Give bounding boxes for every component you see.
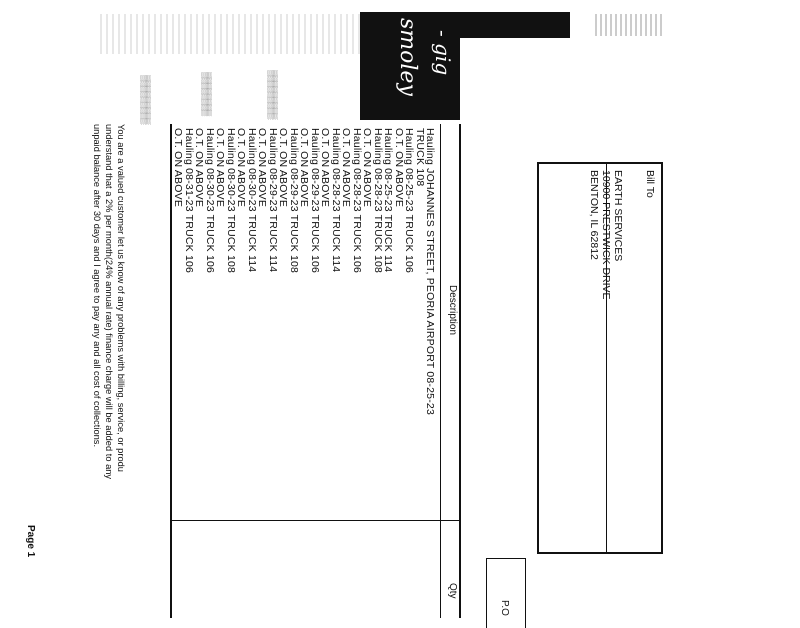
description-line: Hauling 08-29-23 TRUCK 108	[287, 128, 300, 274]
description-line: Hauling JOHANNES STREET, PEORIA AIRPORT 08-25-23	[424, 128, 436, 415]
footer-line-2: understand that a 2% per month(24% annual rate) finance charge will be added to any	[104, 124, 114, 480]
redaction-block-top	[460, 12, 570, 38]
description-line: Hauling 08-28-23 TRUCK 108	[371, 128, 384, 274]
table-column-divider	[170, 520, 460, 521]
description-line: O.T. ON ABOVE	[392, 128, 405, 208]
stamp-scribble-2: ▒▒▒▒▒▒▒▒	[202, 72, 212, 116]
description-header: Description	[447, 285, 458, 336]
description-line: Hauling 08-25-23 TRUCK 106	[403, 128, 415, 274]
description-line: O.T. ON ABOVE	[319, 128, 331, 208]
description-line: Hauling 08-29-23 TRUCK 106	[308, 128, 321, 274]
description-line: Hauling 08-31-23 TRUCK 106	[182, 128, 195, 274]
description-line: Hauling 08-25-23 TRUCK 114	[382, 128, 394, 273]
bill-to-name: EARTH SERVICES	[612, 170, 624, 262]
description-line: O.T. ON ABOVE	[235, 128, 247, 208]
description-line: O.T. ON ABOVE	[340, 128, 352, 208]
handwritten-note-2: smoley	[395, 18, 420, 96]
bill-to-street: 10900 PRESTWICK DRIVE	[600, 170, 612, 300]
po-header: P.O	[499, 600, 510, 616]
stamp-scribble-1: ▒▒▒▒▒▒▒▒▒	[268, 70, 278, 119]
scan-noise-right	[595, 14, 665, 36]
bill-to-city: BENTON, IL 62812	[588, 170, 600, 260]
description-line: Hauling 08-30-23 TRUCK 108	[224, 128, 237, 274]
description-line: Hauling 08-28-23 TRUCK 106	[350, 128, 363, 274]
description-line: Hauling 08-30-23 TRUCK 114	[245, 128, 258, 273]
description-line: O.T. ON ABOVE	[277, 128, 289, 208]
description-line: TRUCK 108	[413, 128, 426, 187]
description-line: O.T. ON ABOVE	[172, 128, 184, 208]
description-line: O.T. ON ABOVE	[298, 128, 310, 208]
table-top-border	[459, 124, 461, 618]
description-line: Hauling 08-30-23 TRUCK 106	[203, 128, 216, 274]
footer-line-1: You are a valued customer let us know of any problems with billing, service, or produ	[116, 124, 126, 472]
description-line: Hauling 08-28-23 TRUCK 114	[329, 128, 342, 273]
description-line: O.T. ON ABOVE	[361, 128, 373, 208]
page-number: Page 1	[25, 525, 36, 558]
description-line: O.T. ON ABOVE	[214, 128, 226, 208]
footer-line-3: unpaid balance after 30 days and I agree to pay any and all cost of collections.	[92, 124, 102, 448]
description-line: O.T. ON ABOVE	[256, 128, 268, 208]
handwritten-note-1: - gig	[431, 30, 455, 76]
stamp-scribble-3: ▒▒▒▒▒▒▒▒▒	[141, 75, 151, 124]
table-header-line	[440, 124, 441, 618]
description-line: O.T. ON ABOVE	[193, 128, 205, 208]
qty-header: Qty	[447, 583, 458, 599]
bill-to-label: Bill To	[644, 170, 656, 198]
description-line: Hauling 08-29-23 TRUCK 114	[266, 128, 279, 273]
scan-noise	[100, 14, 360, 54]
